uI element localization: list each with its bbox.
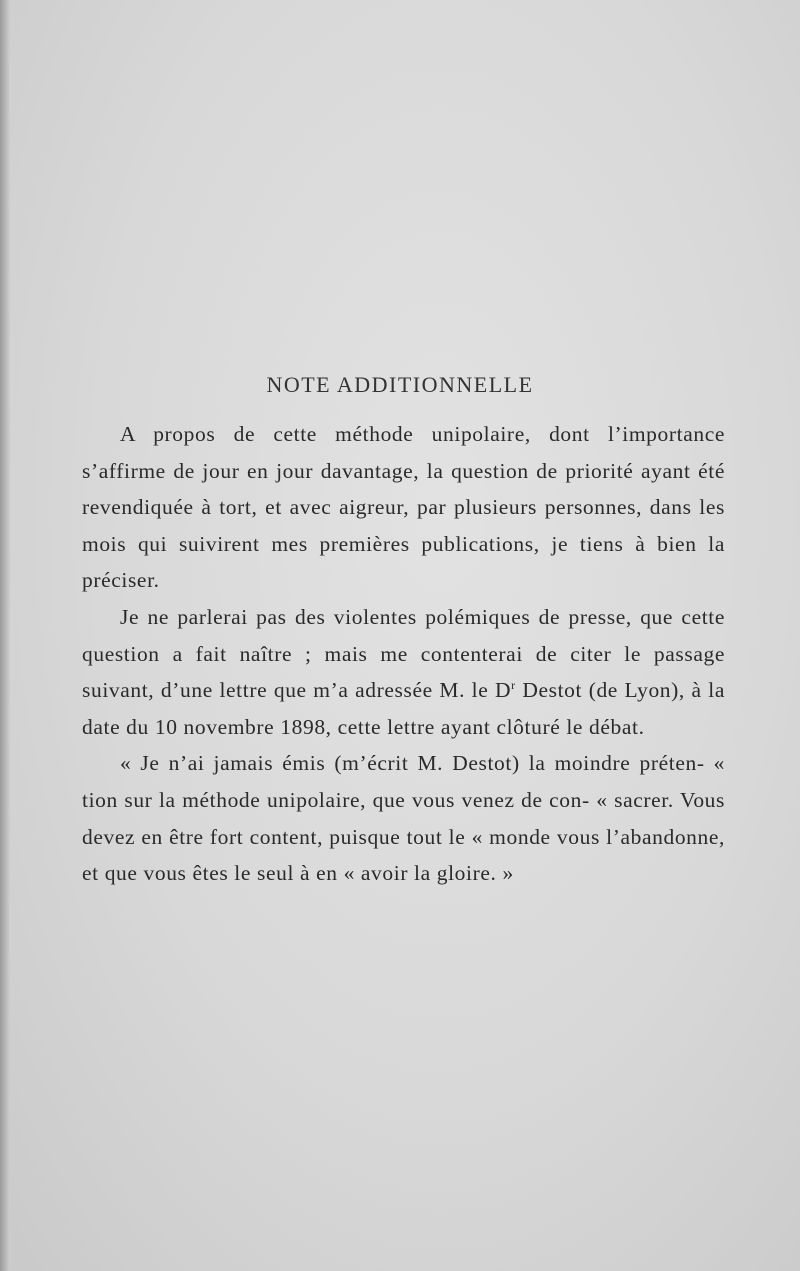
body-text [82, 416, 725, 892]
paragraph-destot-quote: « Je n’ai jamais émis (m’écrit M. Destot) la moindre préten- « tion sur la méthode unipolaire, que vous venez de con- « sacrer. Vous devez en être fort content, puisque tout le « monde vous l’abandonne, et que vous êtes le seul à en « avoir la gloire. » [82, 751, 725, 886]
paragraph-polemics-end: Destot (de Lyon), à la date du 10 novembre 1898, cette lettre ayant clôturé le débat. [82, 678, 725, 739]
page-heading: NOTE ADDITIONNELLE [266, 372, 534, 397]
page-binding-edge [0, 0, 10, 1271]
paragraph-polemics [82, 599, 725, 745]
doctor-abbrev-superscript: r [511, 678, 516, 692]
paragraph-polemics-start: Je ne parlerai pas des violentes polémiques de presse, que cette question a fait naître ; mais me contenterai de citer le passage suivant, d’une lettre que m’a adressée M. le D [82, 604, 725, 703]
paragraph-priority: A propos de cette méthode unipolaire, dont l’importance s’affirme de jour en jour davantage, la question de priorité ayant été revendiquée à tort, et avec aigreur, par plusieurs personnes, dans les mois qui suivirent mes premières publications, je tiens à bien la préciser. [82, 422, 725, 593]
